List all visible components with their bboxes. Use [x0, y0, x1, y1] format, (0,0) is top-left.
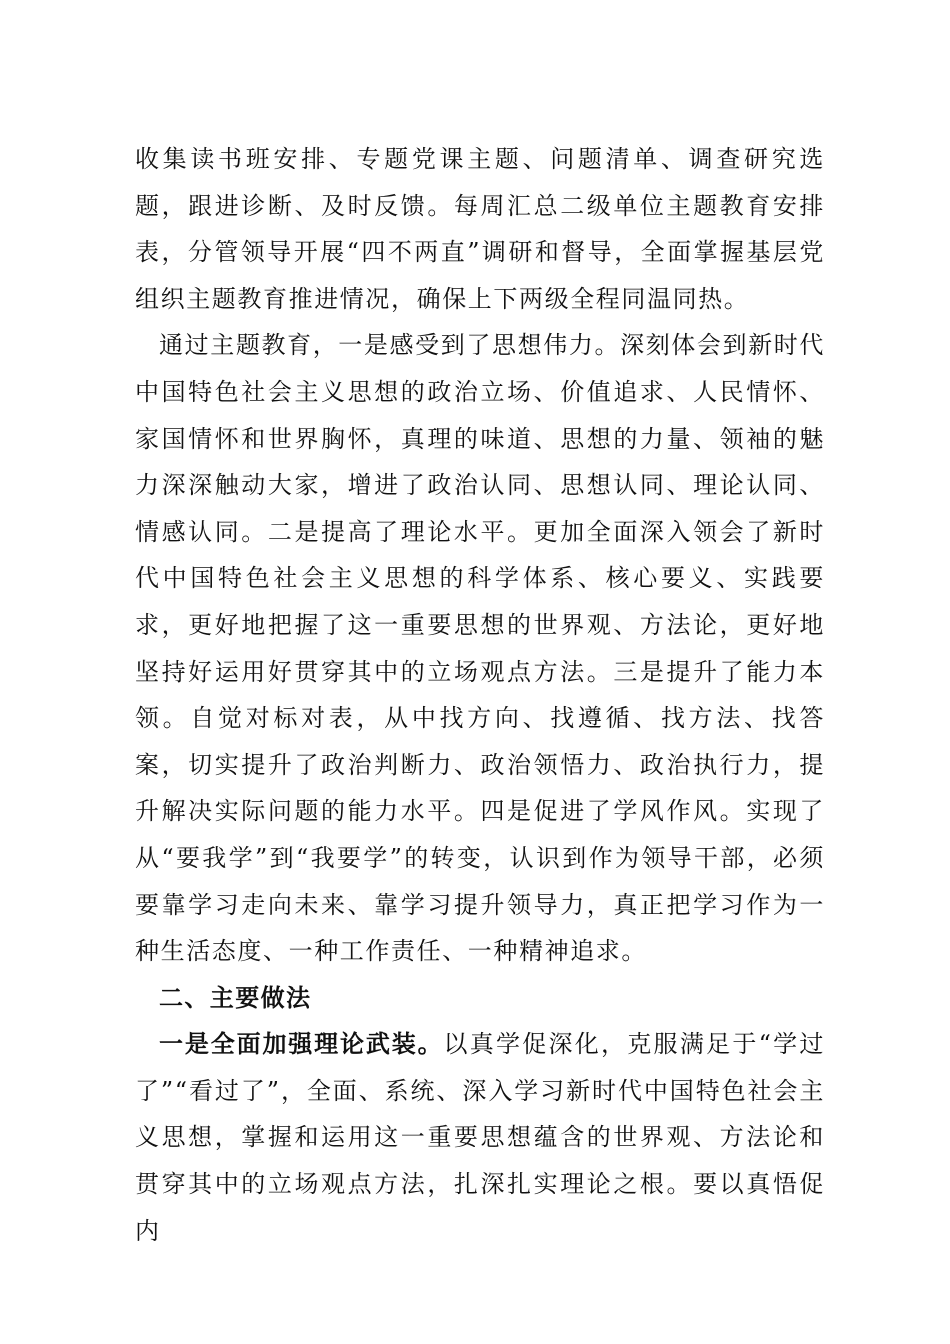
document-body — [135, 136, 825, 1254]
paragraph-outcomes: 通过主题教育，一是感受到了思想伟力。深刻体会到新时代中国特色社会主义思想的政治立场、价值追求、人民情怀、家国情怀和世界胸怀，真理的味道、思想的力量、领袖的魅力深深触动大家，增进了政治认同、思想认同、理论认同、情感认同。二是提高了理论水平。更加全面深入领会了新时代中国特色社会主义思想的科学体系、核心要义、实践要求，更好地把握了这一重要思想的世界观、方法论，更好地坚持好运用好贯穿其中的立场观点方法。三是提升了能力本领。自觉对标对表，从中找方向、找遵循、找方法、找答案，切实提升了政治判断力、政治领悟力、政治执行力，提升解决实际问题的能力水平。四是促进了学风作风。实现了从“要我学”到“我要学”的转变，认识到作为领导干部，必须要靠学习走向未来、靠学习提升领导力，真正把学习作为一种生活态度、一种工作责任、一种精神追求。 — [135, 331, 825, 966]
paragraph-lead-phrase: 一是全面加强理论武装。 — [159, 1030, 444, 1059]
paragraph-continuation: 收集读书班安排、专题党课主题、问题清单、调查研究选题，跟进诊断、及时反馈。每周汇总二级单位主题教育安排表，分管领导开展“四不两直”调研和督导，全面掌握基层党组织主题教育推进情况，确保上下两级全程同温同热。 — [135, 145, 825, 313]
paragraph-body-text: 以真学促深化，克服满足于“学过了”“看过了”，全面、系统、深入学习新时代中国特色社会主义思想，掌握和运用这一重要思想蕴含的世界观、方法论和贯穿其中的立场观点方法，扎深扎实理论之根。要以真悟促内 — [135, 1030, 825, 1245]
section-heading: 二、主要做法 — [159, 983, 312, 1012]
paragraph-main-practices — [135, 1021, 825, 1254]
